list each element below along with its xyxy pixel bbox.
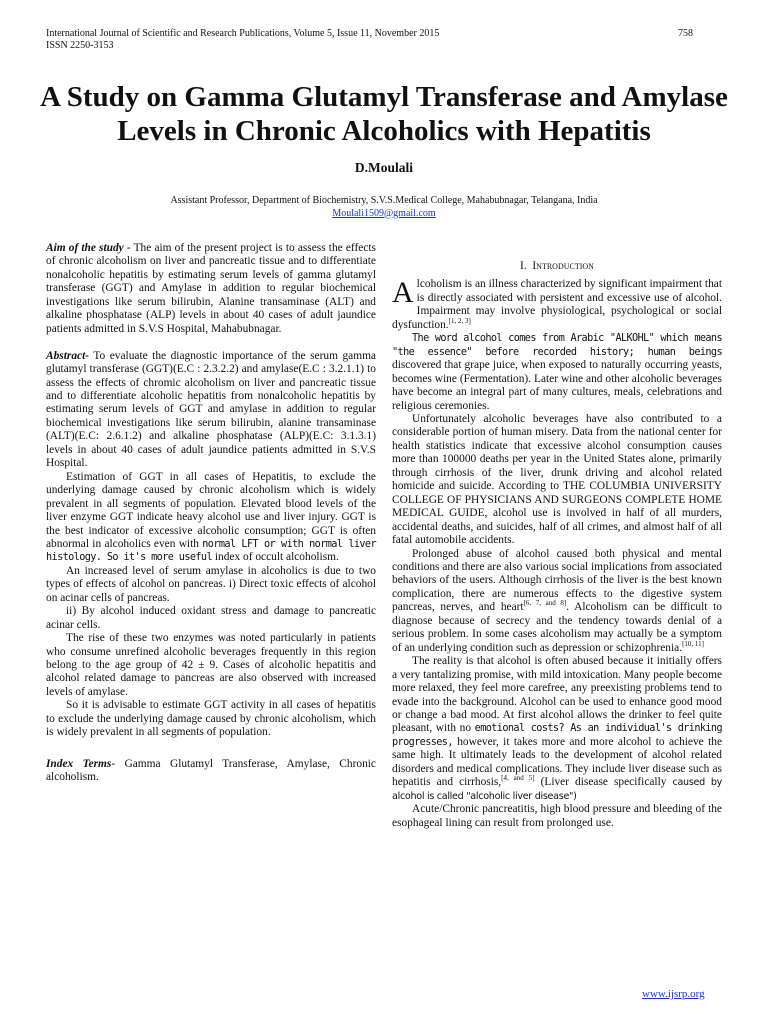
- index-terms-text: - Gamma Glutamyl Transferase, Amylase, Chronic alcoholism.: [46, 757, 376, 784]
- ggt-text-tail: index of occult alcoholism.: [212, 551, 339, 564]
- journal-header: [46, 28, 439, 52]
- intro-paragraph-3: Unfortunately alcoholic beverages have also contributed to a considerable portion of human misery. Data from the national center for health statistics indicate that excessive alcohol consumption causes more than 100000 deaths per year in the United States alone, primarily through cirrhosis of the liver, drunk driving and alcohol related homicide and suicide. According to THE COLUMBIA UNIVERSITY COLLEGE OF PHYSICIANS AND SURGEONS COMPLETE HOME MEDICAL GUIDE, alcohol use is involved in half of all murders, accidental deaths, and suicides, half of all crimes, and almost half of all fatal automobile accidents.: [392, 412, 722, 547]
- intro-text-5a: The reality is that alcohol is often abused because it initially offers a very tantalizing promise, with mild intoxication. Many people become more relaxed, they feel more carefree, any preexisting problems tend to evade into the background. Alcohol can be used to enhance good mood or change a bad mood. At first alcohol allows the drinker to feel quite pleasant, with no: [392, 655, 722, 735]
- intro-text-5-mono: emotional costs? As an individual's drinking progresses,: [392, 723, 722, 748]
- oxidant-paragraph: ii) By alcohol induced oxidant stress and damage to pancreatic acinar cells.: [46, 605, 376, 631]
- abstract-label: Abstract-: [46, 349, 90, 362]
- ggt-paragraph: [46, 471, 376, 565]
- citation: [1, 2, 3]: [448, 317, 471, 326]
- paper-title: [40, 80, 728, 148]
- intro-paragraph-1: [392, 278, 722, 332]
- index-terms-label: Index Terms: [46, 757, 112, 770]
- title-line-1: A Study on Gamma Glutamyl Transferase and Amylase: [40, 81, 728, 113]
- journal-name: International Journal of Scientific and Research Publications, Volume 5, Issue 11, November 2015: [46, 28, 440, 39]
- intro-paragraph-5: [392, 655, 722, 803]
- citation: [6, 7, and 8]: [523, 599, 567, 608]
- intro-paragraph-2: [392, 332, 722, 413]
- ggt-text: Estimation of GGT in all cases of Hepatitis, to exclude the underlying damage caused by chronic alcoholism which is widely prevalent in all segments of population. Elevated blood levels of the liver enzyme GGT indicate heavy alcohol use and liver injury. GGT is the best indicator of excessive alcoholic consumption; GGT is often abnormal in alcoholics even with: [46, 470, 376, 550]
- enzymes-paragraph: The rise of these two enzymes was noted particularly in patients who consume unrefined alcoholic beverages frequently in this region belong to the age group of 42 ± 9. Cases of alcoholic hepatitis and alcohol related damage to pancreas are also observed with increased levels of amylase.: [46, 632, 376, 698]
- email-link[interactable]: Moulali1509@gmail.com: [332, 207, 436, 219]
- aim-text: - The aim of the present project is to assess the effects of chronic alcoholism on liver and pancreatic tissue and to differentiate nonalcoholic hepatitis by estimating serum levels of gamma glutamyl transferase (GGT) and Amylase in addition to regular biochemical investigations like serum bilirubin, Alanine transaminase (ALT) and alkaline phosphatase (ALP) levels in about 40 cases of adult jaundice patients admitted in S.V.S Hospital, Mahabubnagar.: [46, 242, 376, 335]
- citation: [4, and 5]: [501, 774, 535, 783]
- left-column: [46, 242, 376, 785]
- intro-text-4a: Prolonged abuse of alcohol caused both physical and mental conditions and there are also various social implications from associated behaviors of the users. Although cirrhosis of the liver is the best known complication, there are numerous effects to the digestive system pancreas, nerves, and heart: [392, 547, 722, 614]
- author-name: D.Moulali: [354, 160, 414, 175]
- affiliation-block: [0, 195, 768, 220]
- aim-label: Aim of the study: [46, 242, 124, 254]
- section-heading: [392, 260, 722, 273]
- amylase-paragraph: An increased level of serum amylase in alcoholics is due to two types of effects of alcohol on pancreas. i) Direct toxic effects of alcohol on acinar cells of pancreas.: [46, 564, 376, 604]
- title-line-2: Levels in Chronic Alcoholics with Hepatitis: [117, 115, 651, 147]
- intro-text-2-mono: The word alcohol comes from Arabic "ALKOHL" which means "the essence" before recorded history; human beings: [392, 333, 722, 358]
- intro-paragraph-4: [392, 548, 722, 656]
- affiliation: Assistant Professor, Department of Biochemistry, S.V.S.Medical College, Mahabubnagar, Telangana, India: [170, 195, 598, 206]
- drop-cap: A: [392, 276, 414, 310]
- citation: [10, 11]: [682, 639, 704, 648]
- intro-paragraph-6: Acute/Chronic pancreatitis, high blood pressure and bleeding of the esophageal lining can result from prolonged use.: [392, 803, 722, 829]
- abstract-paragraph: [46, 350, 376, 471]
- intro-text-5-sans: caused by alcohol is called "alcoholic liver disease"): [392, 777, 722, 802]
- aim-paragraph: [46, 242, 376, 336]
- intro-text-2: discovered that grape juice, when exposed to naturally occurring yeasts, becomes wine (Fermentation). Later wine and other alcoholic beverages have become an integral part of many cultures, meals, celebrations and religious ceremonies.: [392, 359, 722, 412]
- page-number: 758: [678, 28, 693, 39]
- issn: ISSN 2250-3153: [46, 40, 114, 51]
- right-column: [392, 260, 722, 830]
- section-numeral: I.: [520, 260, 527, 272]
- abstract-text: To evaluate the diagnostic importance of the serum gamma glutamyl transferase (GGT)(E.C : 2.3.2.2) and amylase(E.C : 3.2.1.1) to assess the effects of chromic alcoholism on liver and pancreatic tissue and to differentiate alcoholic hepatitis from nonalcoholic hepatitis by estimating serum levels of GGT and amylase in addition to regular biochemical investigations like serum bilirubin, alanine transaminase (ALT)(E.C: 2.6.1.2) and alkaline phosphatase (ALP)(E.C: 3.1.3.1) levels in about 40 cases of adult jaundice patients admitted in S.V.S Hospital.: [46, 349, 376, 470]
- intro-text-5c: (Liver disease specifically: [534, 776, 673, 789]
- intro-text-4b: . Alcoholism can be difficult to diagnose because of secrecy and the tendency towards denial of a serious problem. In some cases alcoholism may actually be a symptom of an underlying condition such as depression or schizophrenia.: [392, 601, 722, 654]
- ggt-text-mono: normal LFT or with normal liver histology. So it's more useful: [46, 538, 376, 564]
- advisable-paragraph: So it is advisable to estimate GGT activity in all cases of hepatitis to exclude the underlying damage caused by chronic alcoholism, which is widely prevalent in all segments of population.: [46, 699, 376, 739]
- section-title: Introduction: [532, 260, 594, 272]
- intro-text-1: lcoholism is an illness characterized by significant impairment that is directly associated with persistent and excessive use of alcohol. Impairment may involve physiological, psychological or social dysfunction.: [392, 278, 722, 331]
- intro-text-5b: however, it takes more and more alcohol to achieve the same high. It ultimately leads to the development of alcohol related disorders and medical complications. They include liver disease such as hepatitis and cirrhosis,: [392, 735, 722, 789]
- index-terms: [46, 758, 376, 785]
- journal-url-link[interactable]: www.ijsrp.org: [642, 988, 705, 1000]
